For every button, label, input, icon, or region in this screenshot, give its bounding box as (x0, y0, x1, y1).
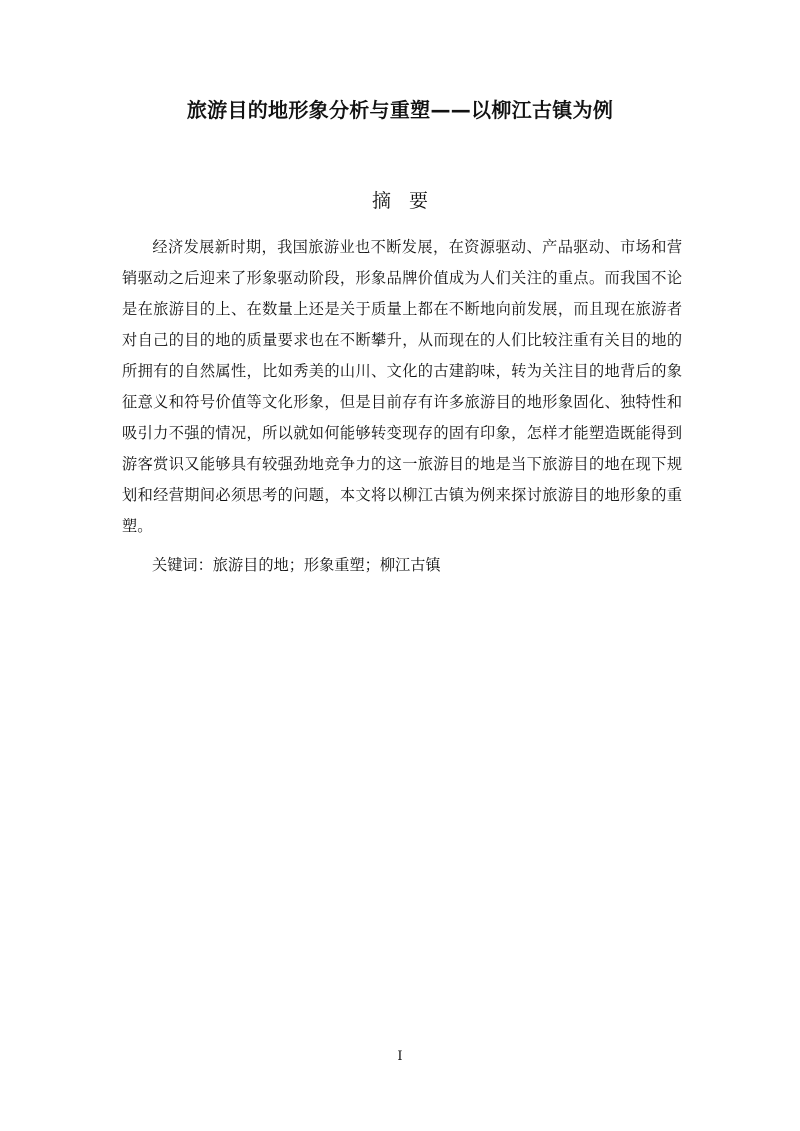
keywords-line: 关键词：旅游目的地；形象重塑；柳江古镇 (152, 556, 441, 574)
paper-title: 旅游目的地形象分析与重塑——以柳江古镇为例 (186, 98, 614, 122)
abstract-paragraph: 经济发展新时期，我国旅游业也不断发展，在资源驱动、产品驱动、市场和营销驱动之后迎来了形象驱动阶段，形象品牌价值成为人们关注的重点。而我国不论是在旅游目的上、在数量上还是关于质量上都在不断地向前发展，而且现在旅游者对自己的目的地的质量要求也在不断攀升，从而现在的人们比较注重有关目的地的所拥有的自然属性，比如秀美的山川、文化的古建韵味，转为关注目的地背后的象征意义和符号价值等文化形象，但是目前存有许多旅游目的地形象固化、独特性和吸引力不强的情况，所以就如何能够转变现存的固有印象，怎样才能塑造既能得到游客赏识又能够具有较强劲地竞争力的这一旅游目的地是当下旅游目的地在现下规划和经营期间必须思考的问题，本文将以柳江古镇为例来探讨旅游目的地形象的重塑。 (122, 238, 682, 535)
abstract-heading: 摘要 (371, 190, 446, 212)
page-number: I (397, 1049, 403, 1064)
